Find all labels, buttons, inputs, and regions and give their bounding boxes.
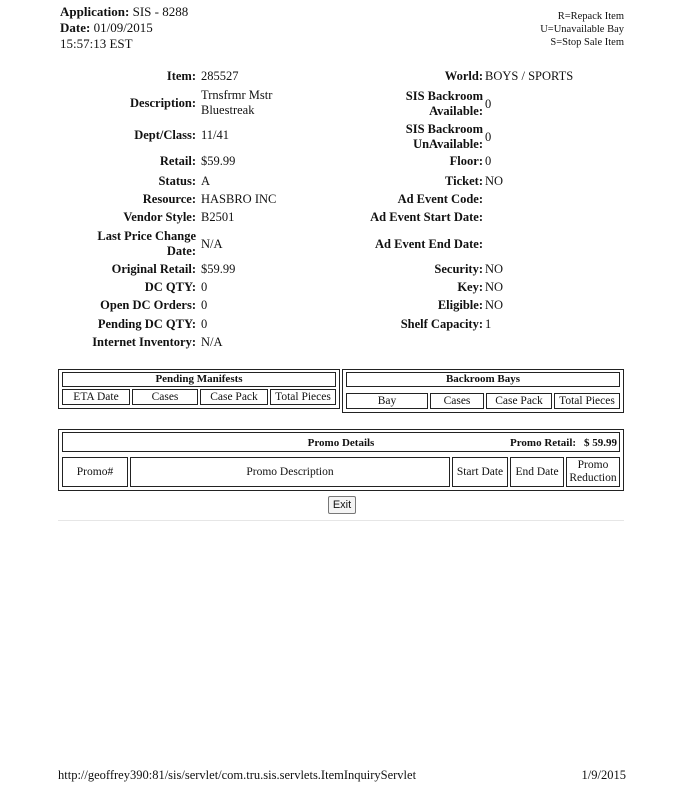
last-price-change-value: N/A: [201, 237, 223, 251]
eligible-label: Eligible:: [437, 298, 483, 312]
promo-reduction-line1: Promo: [577, 459, 609, 471]
sis-backroom-unavailable-label-line2: UnAvailable:: [413, 137, 483, 151]
column-header-bay-total-pieces: Total Pieces: [554, 393, 620, 409]
original-retail-value: $59.99: [201, 262, 236, 276]
legend-stop-sale: S=Stop Sale Item: [550, 37, 624, 48]
application-value: SIS - 8288: [132, 4, 189, 19]
column-header-case-pack: Case Pack: [200, 389, 268, 405]
open-dc-orders-value: 0: [201, 298, 208, 312]
security-label: Security:: [434, 262, 483, 276]
legend-repack: R=Repack Item: [557, 11, 624, 22]
column-header-bay: Bay: [346, 393, 428, 409]
last-price-change-label-line1: Last Price Change: [97, 229, 196, 243]
column-header-cases: Cases: [132, 389, 198, 405]
internet-inventory-label: Internet Inventory:: [92, 335, 196, 349]
floor-value: 0: [485, 154, 492, 168]
dc-qty-value: 0: [201, 280, 208, 294]
backroom-bays-title: Backroom Bays: [346, 372, 620, 387]
security-value: NO: [485, 262, 504, 276]
ticket-label: Ticket:: [445, 174, 483, 188]
last-price-change-label-line2: Date:: [166, 244, 196, 258]
footer-url: http://geoffrey390:81/sis/servlet/com.tru.sis.servlets.ItemInquiryServlet: [58, 768, 417, 782]
date-value: 01/09/2015: [93, 20, 153, 35]
sis-backroom-available-label-line2: Available:: [429, 104, 483, 118]
column-header-promo-description: Promo Description: [130, 457, 450, 487]
promo-details-title: Promo Details: [307, 437, 375, 449]
description-label: Description:: [130, 96, 196, 110]
column-header-total-pieces: Total Pieces: [270, 389, 336, 405]
sis-backroom-available-label-line1: SIS Backroom: [405, 89, 483, 103]
shelf-capacity-label: Shelf Capacity:: [400, 317, 483, 331]
retail-label: Retail:: [159, 154, 196, 168]
column-header-bay-cases: Cases: [430, 393, 484, 409]
divider: [58, 520, 624, 521]
world-label: World:: [444, 69, 483, 83]
column-header-start-date: Start Date: [452, 457, 508, 487]
footer-date: 1/9/2015: [581, 768, 626, 782]
vendor-style-value: B2501: [201, 210, 235, 224]
promo-retail-value: $ 59.99: [584, 437, 617, 449]
column-header-bay-case-pack: Case Pack: [486, 393, 552, 409]
column-header-eta-date: ETA Date: [62, 389, 130, 405]
promo-reduction-line2: Reduction: [569, 472, 617, 484]
item-value: 285527: [201, 69, 239, 83]
column-header-promo-number: Promo#: [62, 457, 128, 487]
page-header: [60, 4, 188, 52]
status-legend: [540, 10, 624, 49]
time-value: 15:57:13 EST: [60, 36, 133, 51]
floor-label: Floor:: [449, 154, 483, 168]
eligible-value: NO: [485, 298, 504, 312]
pending-dc-qty-value: 0: [201, 317, 208, 331]
key-label: Key:: [457, 280, 483, 294]
ad-event-start-date-label: Ad Event Start Date:: [370, 210, 483, 224]
vendor-style-label: Vendor Style:: [123, 210, 196, 224]
promo-retail-label: Promo Retail:: [510, 437, 577, 449]
date-label: Date:: [60, 20, 91, 35]
column-header-promo-reduction: [566, 457, 620, 487]
pending-dc-qty-label: Pending DC QTY:: [97, 317, 196, 331]
world-value: BOYS / SPORTS: [485, 69, 574, 83]
pending-manifests-title: Pending Manifests: [62, 372, 336, 387]
status-value: A: [201, 174, 211, 188]
original-retail-label: Original Retail:: [111, 262, 196, 276]
retail-value: $59.99: [201, 154, 236, 168]
legend-unavailable: U=Unavailable Bay: [540, 24, 624, 35]
status-label: Status:: [158, 174, 196, 188]
sis-backroom-available-value: 0: [485, 97, 492, 111]
sis-backroom-unavailable-value: 0: [485, 130, 492, 144]
dc-qty-label: DC QTY:: [144, 280, 196, 294]
resource-value: HASBRO INC: [201, 192, 277, 206]
ticket-value: NO: [485, 174, 504, 188]
column-header-end-date: End Date: [510, 457, 564, 487]
item-label: Item:: [166, 69, 196, 83]
dept-class-value: 11/41: [201, 128, 230, 142]
exit-button[interactable]: Exit: [328, 496, 356, 514]
shelf-capacity-value: 1: [485, 317, 492, 331]
resource-label: Resource:: [142, 192, 196, 206]
dept-class-label: Dept/Class:: [134, 128, 196, 142]
ad-event-code-label: Ad Event Code:: [397, 192, 483, 206]
internet-inventory-value: N/A: [201, 335, 223, 349]
ad-event-end-date-label: Ad Event End Date:: [375, 237, 483, 251]
application-label: Application:: [60, 4, 130, 19]
description-value-line2: Bluestreak: [201, 103, 255, 117]
key-value: NO: [485, 280, 504, 294]
description-value-line1: Trnsfrmr Mstr: [201, 88, 273, 102]
sis-backroom-unavailable-label-line1: SIS Backroom: [405, 122, 483, 136]
open-dc-orders-label: Open DC Orders:: [100, 298, 196, 312]
